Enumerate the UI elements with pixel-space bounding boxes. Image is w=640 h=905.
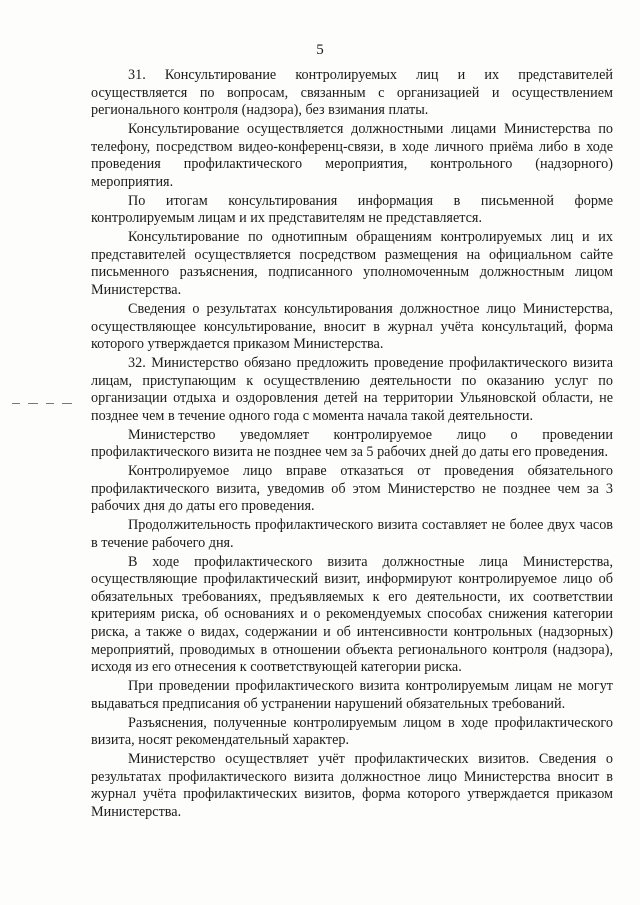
paragraph-visit-no-orders: При проведении профилактического визита контролируемым лицам не могут выдаваться предписания об устранении нарушений обязательных требований. bbox=[91, 678, 613, 712]
paragraph-visit-notice: Министерство уведомляет контролируемое лицо о проведении профилактического визита не позднее чем за 5 рабочих дней до даты его проведения. bbox=[91, 426, 613, 461]
paragraph-consulting-scope: 31. Консультирование контролируемых лиц и их представителей осуществляется по вопросам, связанным с организацией и осуществлением регионального контроля (надзора), без взимания платы. bbox=[91, 67, 613, 119]
page-number: 5 bbox=[316, 42, 324, 58]
paragraph-consulting-journal: Сведения о результатах консультирования должностное лицо Министерства, осуществляющее консультирование, вносит в журнал учёта консультаций, форма которого утверждается приказом Министерства. bbox=[91, 300, 613, 353]
paragraph-consulting-written: По итогам консультирования информация в письменной форме контролируемым лицам и их представителям не представляется. bbox=[91, 192, 613, 227]
margin-dash-mark bbox=[12, 401, 74, 407]
paragraph-consulting-methods: Консультирование осуществляется должностными лицами Министерства по телефону, посредством видео-конференц-связи, в ходе личного приёма либо в ходе проведения профилактического мероприятия, контрольного (надзорного) мероприятия. bbox=[91, 121, 613, 190]
paragraph-visit-duration: Продолжительность профилактического визита составляет не более двух часов в течение рабочего дня. bbox=[91, 517, 613, 551]
paragraph-visit-content: В ходе профилактического визита должностные лица Министерства, осуществляющие профилактический визит, информируют контролируемое лицо об обязательных требованиях, предъявляемых к его деятельности, их соответствии критериям риска, об основаниях и о рекомендуемых способах снижения категории риска, а также о видах, содержании и об интенсивности контрольных (надзорных) мероприятий, проводимых в отношении объекта регионального контроля (надзора), исходя из его отнесения к соответствующей категории риска. bbox=[91, 553, 613, 676]
paragraph-visit-explanations: Разъяснения, полученные контролируемым лицом в ходе профилактического визита, носят рекомендательный характер. bbox=[91, 714, 613, 749]
paragraph-visit-obligation: 32. Министерство обязано предложить проведение профилактического визита лицам, приступающим к осуществлению деятельности по оказанию услуг по организации отдыха и оздоровления детей на территории Ульяновской области, не позднее чем в течение одного года с момента начала такой деятельности. bbox=[91, 354, 613, 424]
document-body bbox=[91, 67, 613, 823]
paragraph-consulting-uniform: Консультирование по однотипным обращениям контролируемых лиц и их представителей осуществляется посредством размещения на официальном сайте письменного разъяснения, подписанного уполномоченным должностным лицом Министерства. bbox=[91, 229, 613, 299]
paragraph-visit-accounting: Министерство осуществляет учёт профилактических визитов. Сведения о результатах профилактического визита должностное лицо Министерства вносит в журнал учёта профилактических визитов, форма которого утверждается приказом Министерства. bbox=[91, 751, 613, 820]
paragraph-visit-refusal: Контролируемое лицо вправе отказаться от проведения обязательного профилактического визита, уведомив об этом Министерство не позднее чем за 3 рабочих дня до даты его проведения. bbox=[91, 463, 613, 515]
